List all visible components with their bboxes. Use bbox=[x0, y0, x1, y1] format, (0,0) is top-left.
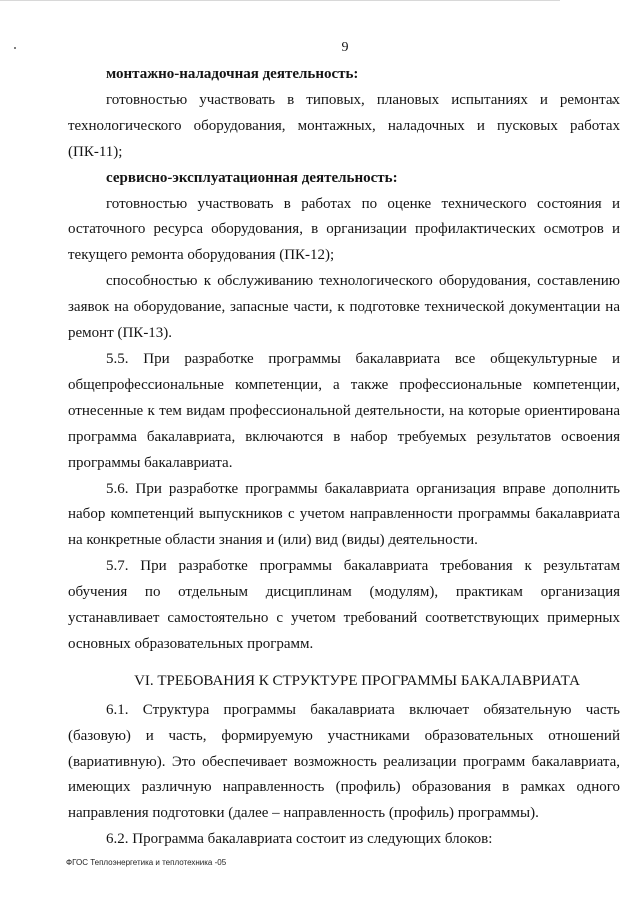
competency-heading: сервисно-эксплуатационная деятельность: bbox=[106, 169, 398, 186]
paragraph: 6.2. Программа бакалавриата состоит из следующих блоков: bbox=[106, 831, 493, 848]
paragraph: готовностью участвовать в типовых, плановых испытаниях и ремонтах технологического оборудования, монтажных, наладочных и пусковых работах (ПК-11); bbox=[68, 91, 620, 160]
page-body bbox=[68, 62, 620, 853]
paragraph: способностью к обслуживанию технологического оборудования, составлению заявок на оборудование, запасные части, к подготовке технической документации на ремонт (ПК-13). bbox=[68, 273, 620, 342]
scan-edge-line bbox=[0, 0, 560, 1]
competency-heading: монтажно-наладочная деятельность: bbox=[106, 66, 359, 82]
paragraph: 5.6. При разработке программы бакалавриата организация вправе дополнить набор компетенций выпускников с учетом направленности программы бакалавриата на конкретные области знания и (или) вид (виды) деятельности. bbox=[68, 480, 620, 549]
page-footer: ФГОС Теплоэнергетика и теплотехника -05 bbox=[66, 858, 227, 867]
section-title: VI. ТРЕБОВАНИЯ К СТРУКТУРЕ ПРОГРАММЫ БАКАЛАВРИАТА bbox=[134, 672, 580, 689]
paragraph: 5.5. При разработке программы бакалавриата все общекультурные и общепрофессиональные компетенции, а также профессиональные компетенции, отнесенные к тем видам профессиональной деятельности, на которые ориентирована программа бакалавриата, включаются в набор требуемых результатов освоения программы бакалавриата. bbox=[68, 350, 620, 471]
paragraph: готовностью участвовать в работах по оценке технического состояния и остаточного ресурса оборудования, в организации профилактических осмотров и текущего ремонта оборудования (ПК-12); bbox=[68, 195, 620, 264]
paragraph: 5.7. При разработке программы бакалавриата требования к результатам обучения по отдельным дисциплинам (модулям), практикам организация устанавливает самостоятельно с учетом требований соответствующих примерных основных образовательных программ. bbox=[68, 558, 620, 652]
page-number: 9 bbox=[341, 40, 349, 55]
paragraph: 6.1. Структура программы бакалавриата включает обязательную часть (базовую) и часть, формируемую участниками образовательных отношений (вариативную). Это обеспечивает возможность реализации программ бакалавриата, имеющих различную направленность (профиль) образования в рамках одного направления подготовки (далее – направленность (профиль) программы). bbox=[68, 701, 620, 822]
